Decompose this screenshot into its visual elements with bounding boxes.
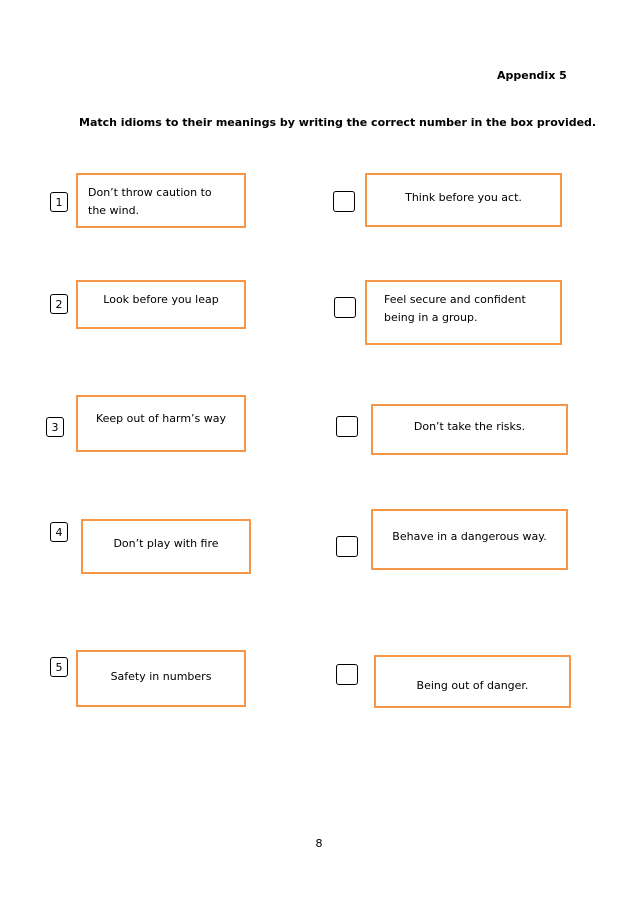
idiom-text-3: Keep out of harm’s way <box>95 412 227 425</box>
idiom-card-4 <box>81 519 251 574</box>
idiom-text-2: Look before you leap <box>103 293 219 306</box>
meaning-card-5 <box>374 655 571 708</box>
meaning-card-2 <box>365 280 562 345</box>
idiom-text-1: Don’t throw caution to the wind. <box>88 186 212 217</box>
meaning-text-5: Being out of danger. <box>416 679 529 692</box>
idiom-card-3 <box>76 395 246 452</box>
answer-box-3[interactable] <box>336 416 358 437</box>
idiom-text-4: Don’t play with fire <box>113 537 219 550</box>
meaning-text-1: Think before you act. <box>405 191 522 204</box>
instructions: Match idioms to their meanings by writing the correct number in the box provided. <box>79 116 597 129</box>
idiom-card-5 <box>76 650 246 707</box>
idiom-number-3: 3 <box>46 417 64 437</box>
answer-box-2[interactable] <box>334 297 356 318</box>
meaning-card-4 <box>371 509 568 570</box>
idiom-card-2 <box>76 280 246 329</box>
idiom-card-1 <box>76 173 246 228</box>
answer-box-5[interactable] <box>336 664 358 685</box>
idiom-number-5: 5 <box>50 657 68 677</box>
idiom-number-2: 2 <box>50 294 68 314</box>
answer-box-1[interactable] <box>333 191 355 212</box>
idiom-text-5: Safety in numbers <box>110 670 212 683</box>
appendix-label: Appendix 5 <box>497 69 567 82</box>
answer-box-4[interactable] <box>336 536 358 557</box>
idiom-number-1: 1 <box>50 192 68 212</box>
idiom-number-4: 4 <box>50 522 68 542</box>
meaning-text-2: Feel secure and confident being in a group. <box>384 293 526 324</box>
meaning-card-3 <box>371 404 568 455</box>
meaning-text-4: Behave in a dangerous way. <box>392 530 547 543</box>
meaning-text-3: Don’t take the risks. <box>413 420 526 433</box>
meaning-card-1 <box>365 173 562 227</box>
page-number: 8 <box>315 837 323 850</box>
